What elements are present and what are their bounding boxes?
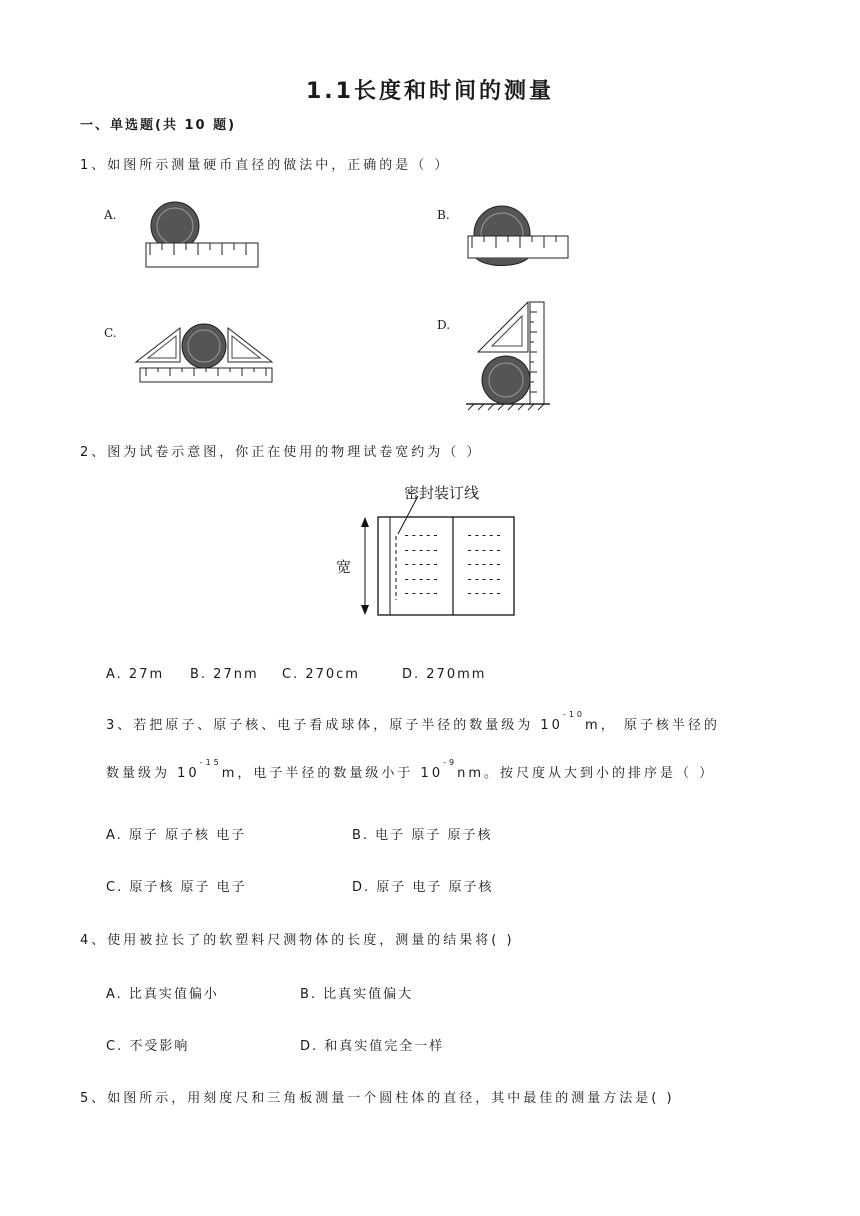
question-2-text: 2、图为试卷示意图，你正在使用的物理试卷宽约为（ ）	[80, 445, 483, 460]
q2-option-b: B. 27nm	[190, 667, 259, 682]
q1-option-c-label: C.	[104, 326, 117, 340]
left-column-dashes: ----- ----- ----- ----- -----	[403, 528, 440, 600]
question-5-text: 5、如图所示，用刻度尺和三角板测量一个圆柱体的直径，其中最佳的测量方法是( )	[80, 1091, 675, 1106]
q1-option-b-figure	[464, 204, 570, 272]
question-1-text: 1、如图所示测量硬币直径的做法中，正确的是（ ）	[80, 158, 451, 173]
q1-option-d-label: D.	[437, 318, 451, 332]
section-heading: 一、单选题(共 10 题)	[80, 118, 237, 133]
q2-option-c: C. 270cm	[282, 667, 360, 682]
q1-option-d-figure	[462, 300, 554, 412]
q4-option-d: D. 和真实值完全一样	[300, 1039, 445, 1054]
width-label: 宽	[336, 558, 352, 576]
q3-option-d: D. 原子 电子 原子核	[352, 880, 494, 895]
q1-option-b-label: B.	[437, 208, 450, 222]
seal-line-label: 密封装订线	[404, 484, 480, 502]
page-title: 1.1长度和时间的测量	[306, 79, 554, 104]
q3-option-c: C. 原子核 原子 电子	[106, 880, 247, 895]
q1-option-a-label: A.	[104, 208, 117, 222]
question-4-text: 4、使用被拉长了的软塑料尺测物体的长度，测量的结果将( )	[80, 933, 515, 948]
q3-option-a: A. 原子 原子核 电子	[106, 828, 247, 843]
q1-option-c-figure	[132, 322, 278, 392]
q4-option-b: B. 比真实值偏大	[300, 987, 414, 1002]
q4-option-c: C. 不受影响	[106, 1039, 190, 1054]
q2-option-d: D. 270mm	[402, 667, 487, 682]
q1-option-a-figure	[140, 200, 262, 272]
question-3-line-2: 数量级为 $10^{-15}m$，电子半径的数量级小于 $10^{-9}nm$。按尺度从大到小的排序是（ ）	[106, 758, 716, 781]
right-column-dashes: ----- ----- ----- ----- -----	[466, 528, 503, 600]
q2-option-a: A. 27m	[106, 667, 165, 682]
question-3-line-1: 3、若把原子、原子核、电子看成球体，原子半径的数量级为 $10^{-10}m$， 原子核半径的	[106, 710, 720, 733]
q3-option-b: B. 电子 原子 原子核	[352, 828, 493, 843]
q4-option-a: A. 比真实值偏小	[106, 987, 219, 1002]
